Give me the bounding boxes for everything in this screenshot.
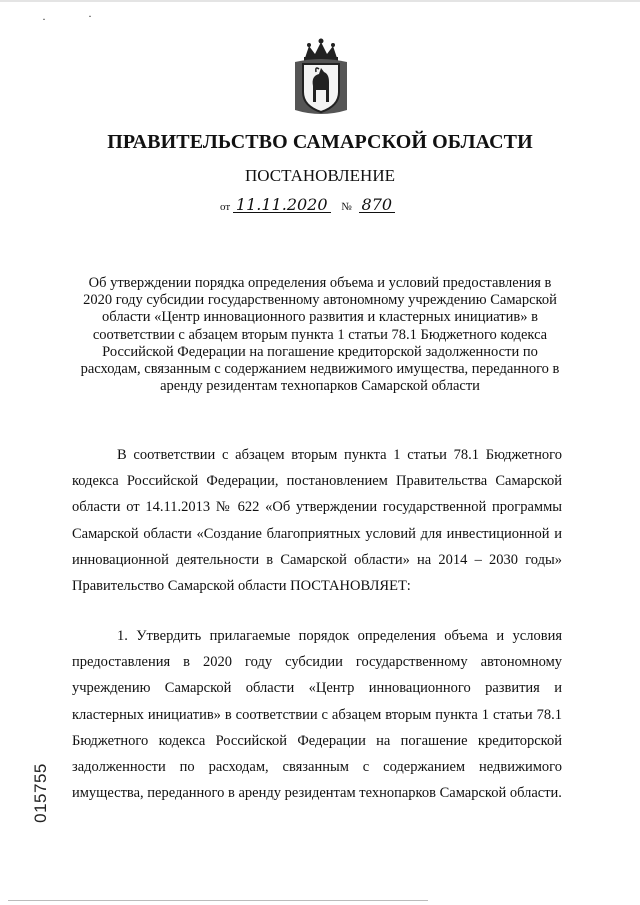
item-1-paragraph: 1. Утвердить прилагаемые порядок определения объема и условия предоставления в 2020 году субсидии государственному автономному учреждению Самарской области «Центр инновационного развития и кластерных инициатив» в соответствии с абзацем вторым пункта 1 статьи 78.1 Бюджетного кодекса Российской Федерации на погашение кредиторской задолженности по расходам, связанным с содержанием недвижимого имущества, переданного в аренду резидентам технопарков Самарской области. [72, 628, 562, 802]
scan-edge-line [8, 900, 428, 901]
number-label: № [341, 201, 352, 213]
handwritten-date: 11.11.2020 [233, 198, 331, 213]
handwritten-number: 870 [359, 198, 396, 213]
document-subject: Об утверждении порядка определения объема и условий предоставления в 2020 году субсидии государственному автономному учреждению Самарской области «Центр инновационного развития и кластерных инициатив» в соответствии с абзацем вторым пункта 1 статьи 78.1 Бюджетного кодекса Российской Федерации на погашение кредиторской задолженности по расходам, связанным с содержанием недвижимого имущества, переданного в аренду резидентам технопарков Самарской области [80, 275, 560, 395]
date-number-line [220, 195, 395, 214]
scan-speck: · [88, 9, 92, 23]
date-prefix: от [220, 201, 231, 213]
scan-speck: · [42, 12, 46, 26]
serial-number: 015755 [31, 763, 50, 823]
serial-stamp [30, 758, 50, 828]
government-title: ПРАВИТЕЛЬСТВО САМАРСКОЙ ОБЛАСТИ [107, 131, 533, 153]
scan-edge-line [0, 0, 640, 2]
samara-coat-of-arms-icon [291, 36, 351, 118]
preamble-paragraph: В соответствии с абзацем вторым пункта 1 статьи 78.1 Бюджетного кодекса Российской Федерации, постановлением Правительства Самарской области от 14.11.2013 № 622 «Об утверждении государственной программы Самарской области «Создание благоприятных условий для инвестиционной и инновационной деятельности в Самарской области» на 2014 – 2030 годы» Правительство Самарской области ПОСТАНОВЛЯЕТ: [72, 447, 562, 595]
document-type: ПОСТАНОВЛЕНИЕ [244, 166, 395, 185]
